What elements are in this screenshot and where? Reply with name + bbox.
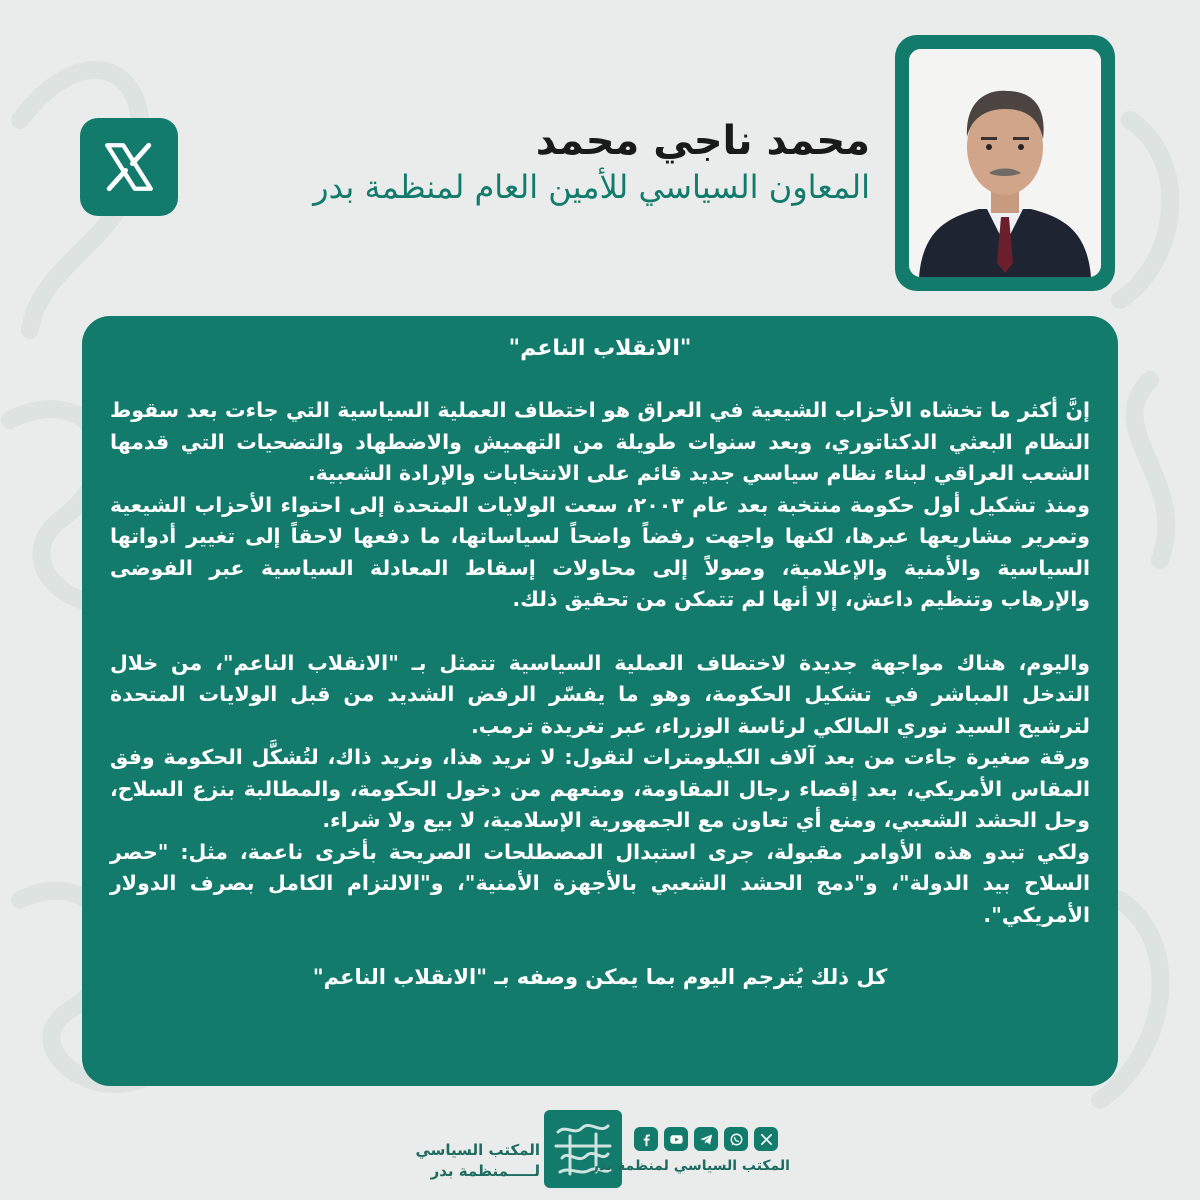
author-name: محمد ناجي محمد — [535, 118, 870, 164]
post-card — [82, 316, 1118, 1086]
post-paragraph: إنَّ أكثر ما تخشاه الأحزاب الشيعية في العراق هو اختطاف العملية السياسية التي جاءت بعد سقوط النظام البعثي الدكتاتوري، وبعد سنوات طويلة من التهميش والاضطهاد والتضحيات التي قدمها الشعب العراقي لبناء نظام سياسي جديد قائم على الانتخابات والإرادة الشعبية. — [110, 398, 1090, 485]
youtube-link[interactable] — [664, 1127, 688, 1151]
post-paragraph: ورقة صغيرة جاءت من بعد آلاف الكيلومترات لتقول: لا نريد هذا، ونريد ذاك، لتُشكَّل الحكومة وفق المقاس الأمريكي، بعد إقصاء رجال المقاومة، ومنعهم من دخول الحكومة، والمطالبة بنزع السلاح، وحل الحشد الشعبي، ومنع أي تعاون مع الجمهورية الإسلامية، لا بيع ولا شراء. — [110, 745, 1090, 832]
post-closing: كل ذلك يُترجم اليوم بما يمكن وصفه بـ "الانقلاب الناعم" — [312, 965, 888, 989]
facebook-icon — [639, 1132, 654, 1147]
organization-logo — [544, 1110, 622, 1188]
social-links — [634, 1127, 784, 1153]
facebook-link[interactable] — [634, 1127, 658, 1151]
footer-brand-line1: المكتب السياسي — [415, 1141, 540, 1159]
social-caption: المكتب السياسي لمنظمة بدر — [590, 1158, 790, 1174]
post-paragraph: واليوم، هناك مواجهة جديدة لاختطاف العملية السياسية تتمثل بـ "الانقلاب الناعم"، من خلال التدخل المباشر في تشكيل الحكومة، وهو ما يفسّر الرفض الشديد من قبل الولايات المتحدة لترشيح السيد نوري المالكي لرئاسة الوزراء، عبر تغريدة ترمب. — [110, 650, 1090, 738]
telegram-link[interactable] — [694, 1127, 718, 1151]
author-photo-frame — [895, 35, 1115, 291]
whatsapp-icon — [729, 1132, 744, 1147]
post-paragraph: ومنذ تشكيل أول حكومة منتخبة بعد عام ٢٠٠٣، سعت الولايات المتحدة إلى احتواء الأحزاب الشيعية وتمرير مشاريعها عبرها، لكنها واجهت رفضاً واضحاً لسياساتها، ما دفعها لاحقاً إلى تغيير أدواتها السياسية والأمنية والإعلامية، وصولاً إلى محاولات إسقاط المعادلة السياسية عبر الفوضى والإرهاب وتنظيم داعش، إلا أنها لم تتمكن من تحقيق ذلك. — [110, 492, 1090, 611]
youtube-icon — [669, 1132, 684, 1147]
x-link[interactable] — [754, 1127, 778, 1151]
x-icon — [100, 138, 158, 196]
telegram-icon — [699, 1132, 714, 1147]
author-photo — [909, 49, 1101, 277]
footer-brand-text — [415, 1140, 540, 1182]
whatsapp-link[interactable] — [724, 1127, 748, 1151]
footer-brand-line2: لـــــمنظمة بدر — [430, 1162, 540, 1180]
post-paragraph: ولكي تبدو هذه الأوامر مقبولة، جرى استبدال المصطلحات الصريحة بأخرى ناعمة، مثل: "حصر السلاح بيد الدولة"، و"دمج الحشد الشعبي بالأجهزة الأمنية"، و"الالتزام الكامل بصرف الدولار الأمريكي". — [110, 839, 1090, 927]
post-title: "الانقلاب الناعم" — [508, 336, 692, 361]
x-icon — [759, 1132, 774, 1147]
x-logo-badge[interactable] — [80, 118, 178, 216]
author-title: المعاون السياسي للأمين العام لمنظمة بدر — [313, 168, 870, 206]
